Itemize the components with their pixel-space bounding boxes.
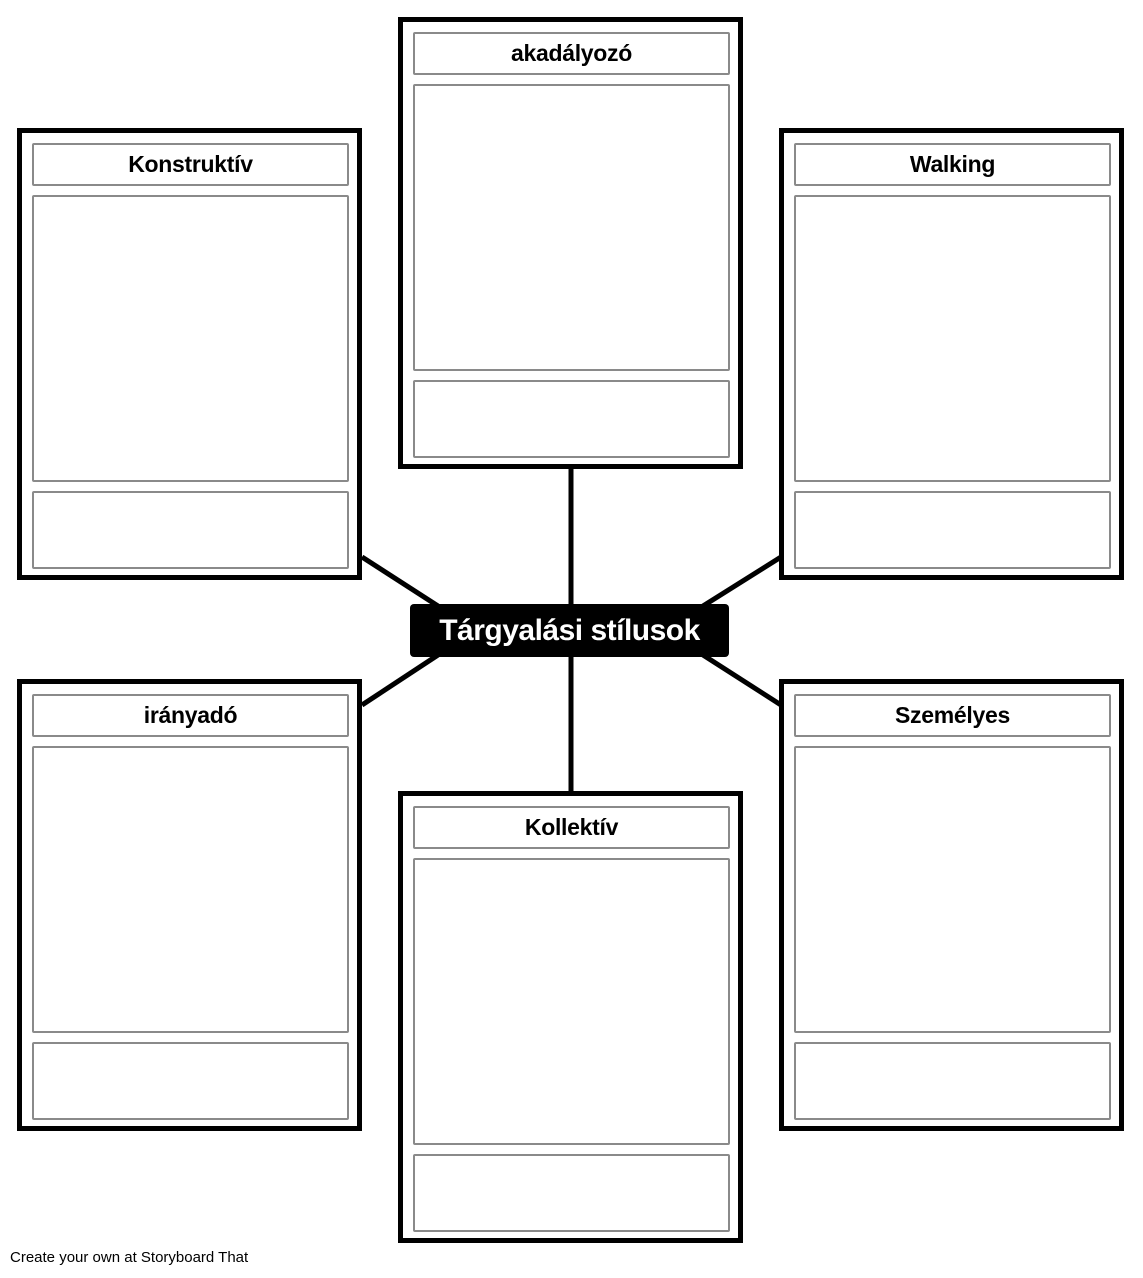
card-title[interactable]: Kollektív bbox=[413, 806, 730, 849]
card-title[interactable]: Konstruktív bbox=[32, 143, 349, 186]
card-akadalyozo bbox=[398, 17, 743, 469]
storyboard-footer-link[interactable]: Create your own at Storyboard That bbox=[10, 1249, 249, 1266]
card-text-area[interactable] bbox=[794, 491, 1111, 569]
card-text-area[interactable] bbox=[32, 1042, 349, 1120]
connector-left-bottom bbox=[362, 655, 438, 705]
card-szemelyes bbox=[779, 679, 1124, 1131]
card-image-area[interactable] bbox=[32, 746, 349, 1033]
connector-right-bottom bbox=[703, 655, 781, 705]
connector-left-top bbox=[362, 557, 438, 606]
card-text-area[interactable] bbox=[794, 1042, 1111, 1120]
card-kollektiv bbox=[398, 791, 743, 1243]
central-topic[interactable]: Tárgyalási stílusok bbox=[410, 604, 729, 657]
card-walking bbox=[779, 128, 1124, 580]
card-image-area[interactable] bbox=[32, 195, 349, 482]
card-title[interactable]: Személyes bbox=[794, 694, 1111, 737]
card-title[interactable]: Walking bbox=[794, 143, 1111, 186]
card-title[interactable]: akadályozó bbox=[413, 32, 730, 75]
card-image-area[interactable] bbox=[413, 84, 730, 371]
card-iranyado bbox=[17, 679, 362, 1131]
card-text-area[interactable] bbox=[413, 380, 730, 458]
card-image-area[interactable] bbox=[794, 195, 1111, 482]
card-konstruktiv bbox=[17, 128, 362, 580]
card-text-area[interactable] bbox=[32, 491, 349, 569]
card-image-area[interactable] bbox=[794, 746, 1111, 1033]
card-text-area[interactable] bbox=[413, 1154, 730, 1232]
card-title[interactable]: irányadó bbox=[32, 694, 349, 737]
card-image-area[interactable] bbox=[413, 858, 730, 1145]
connector-right-top bbox=[703, 557, 781, 606]
